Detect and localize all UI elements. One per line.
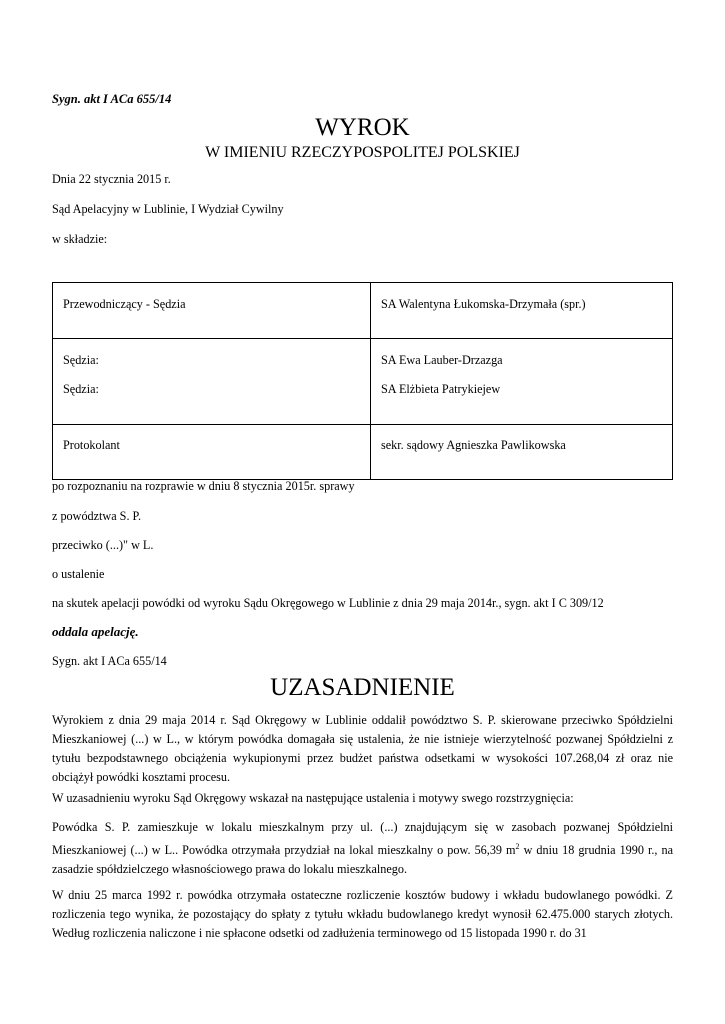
clerk-name: sekr. sądowy Agnieszka Pawlikowska <box>371 425 673 480</box>
justification-paragraph-2: W uzasadnieniu wyroku Sąd Okręgowy wskazał na następujące ustalenia i motywy swego rozstrzygnięcia: <box>52 791 574 805</box>
table-row <box>53 425 673 480</box>
chair-name: SA Walentyna Łukomska-Drzymała (spr.) <box>371 283 673 339</box>
court-panel-table <box>52 282 673 480</box>
case-signature-2: Sygn. akt I ACa 655/14 <box>52 654 167 668</box>
justification-paragraph-1: Wyrokiem z dnia 29 maja 2014 r. Sąd Okręgowy w Lublinie oddalił powództwo S. P. skierowane przeciwko Spółdzielni Mieszkaniowej (...) w L., w którym powódka domagała się ustalenia, że nie istnieje wierzytelność pozwanej Spółdzielni z tytułu bezpodstawnego obciążenia wykupionymi przez budżet państwa odsetkami w wysokości 107.268,04 zł oraz nie obciążył powódki kosztami procesu. <box>52 713 673 784</box>
subject-line: o ustalenie <box>52 567 105 581</box>
paragraph-3-part-1: Powódka S. P. zamieszkuje w lokalu mieszkalnym przy ul. (...) znajdującym się w zasobach pozwanej Spółdzielni Mieszkaniowej (...) w L.. Powódka otrzymała przydział na lokal mieszkalny o pow. 56,39 m <box>52 820 673 858</box>
document-title: WYROK <box>315 114 410 141</box>
justification-title: UZASADNIENIE <box>270 674 455 701</box>
hearing-line: po rozpoznaniu na rozprawie w dniu 8 stycznia 2015r. sprawy <box>52 479 355 493</box>
judge1-name: SA Ewa Lauber-Drzazga <box>381 353 503 367</box>
area-unit-superscript: 2 <box>515 842 520 851</box>
judgment-date: Dnia 22 stycznia 2015 r. <box>52 172 171 186</box>
chair-role: Przewodniczący - Sędzia <box>53 283 371 339</box>
defendant-line: przeciwko (...)" w L. <box>52 538 154 552</box>
justification-paragraph-3 <box>52 818 673 879</box>
document-subtitle: W IMIENIU RZECZYPOSPOLITEJ POLSKIEJ <box>205 144 520 161</box>
judge2-role: Sędzia: <box>63 382 99 396</box>
judges-roles <box>53 339 371 425</box>
appeal-line: na skutek apelacji powódki od wyroku Sądu Okręgowego w Lublinie z dnia 29 maja 2014r., sygn. akt I C 309/12 <box>52 596 604 610</box>
verdict-line: oddala apelację. <box>52 624 139 639</box>
judge2-name: SA Elżbieta Patrykiejew <box>381 382 501 396</box>
claimant-line: z powództwa S. P. <box>52 509 142 523</box>
composition-label: w składzie: <box>52 232 108 246</box>
clerk-role: Protokolant <box>53 425 371 480</box>
table-row <box>53 339 673 425</box>
judge1-role: Sędzia: <box>63 353 99 367</box>
justification-paragraph-4: W dniu 25 marca 1992 r. powódka otrzymała ostateczne rozliczenie kosztów budowy i wkładu budowlanego powódki. Z rozliczenia tego wynika, że pozostający do spłaty z tytułu wkładu budowlanego kredyt wynosił 62.475.000 starych złotych. Według rozliczenia naliczone i nie spłacone odsetki od zadłużenia terminowego od 15 listopada 1990 r. do 31 <box>52 888 673 940</box>
paragraph-3-part-2: w dniu 18 grudnia 1990 r., na zasadzie spółdzielczego własnościowego prawa do lokalu mieszkalnego. <box>52 843 673 877</box>
judges-names <box>371 339 673 425</box>
court-name: Sąd Apelacyjny w Lublinie, I Wydział Cywilny <box>52 202 284 216</box>
table-row <box>53 283 673 339</box>
case-signature: Sygn. akt I ACa 655/14 <box>52 92 172 106</box>
